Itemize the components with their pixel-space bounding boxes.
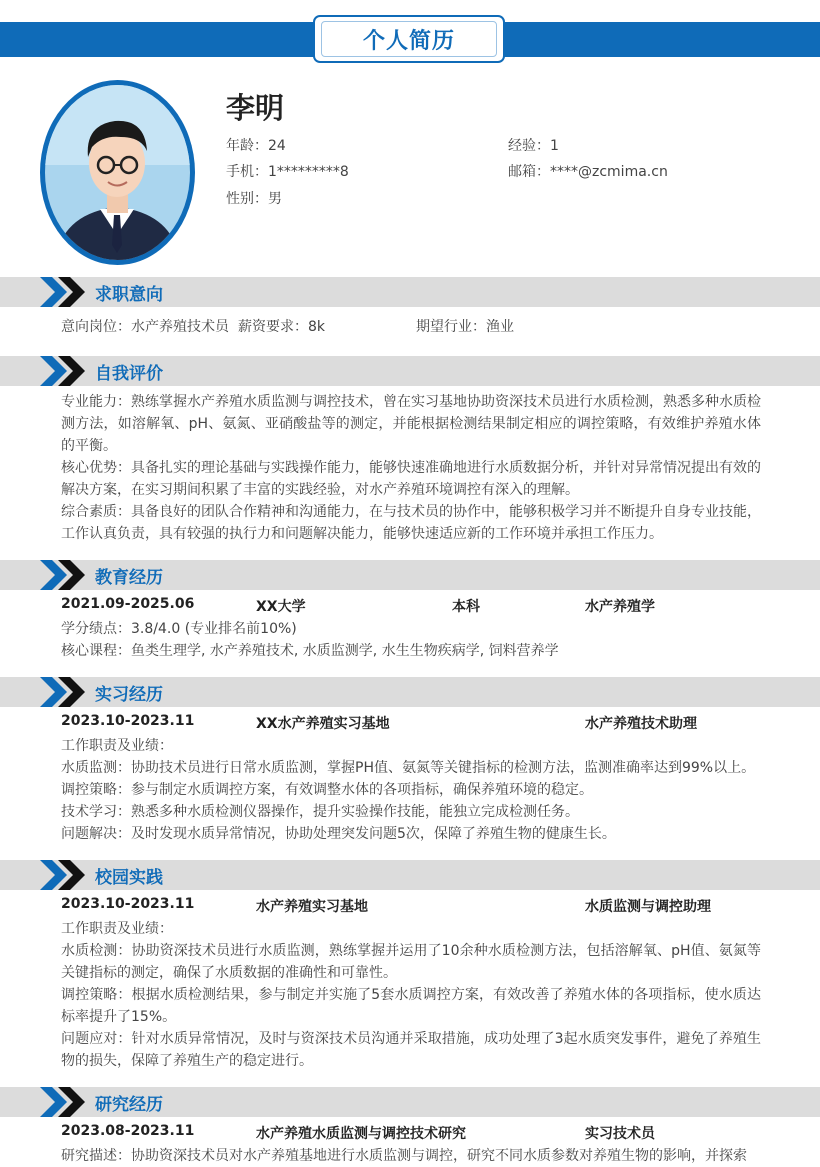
education-major: 水产养殖学 bbox=[585, 599, 655, 615]
internship-line: 工作职责及业绩： bbox=[61, 738, 173, 754]
education-gpa: 学分绩点：3.8/4.0 (专业排名前10%) bbox=[61, 621, 297, 637]
section-title: 求职意向 bbox=[95, 285, 163, 305]
self-eval-paragraph: 核心优势：具备扎实的理论基础与实践操作能力，能够快速准确地进行水质数据分析，并针对异常情况提出有效的解决方案，在实习期间积累了丰富的实践经验，对水产养殖环境调控有深入的理解。 bbox=[61, 460, 761, 498]
self-eval-paragraph: 综合素质：具备良好的团队合作精神和沟通能力，在与技术员的协作中，能够积极学习并不断提升自身专业技能，工作认真负责，具有较强的执行力和问题解决能力，能够快速适应新的工作环境并承担工作压力。 bbox=[61, 504, 761, 542]
phone-label: 手机： bbox=[226, 164, 268, 180]
age-field bbox=[226, 135, 286, 155]
section-campus bbox=[0, 860, 820, 890]
campus-paragraph: 问题应对：针对水质异常情况，及时与资深技术员沟通并采取措施，成功处理了3起水质突发事件，避免了养殖生物的损失，保障了养殖生产的稳定进行。 bbox=[61, 1031, 761, 1069]
internship-line: 技术学习：熟悉多种水质检测仪器操作，提升实验操作技能，能独立完成检测任务。 bbox=[61, 804, 579, 820]
email-value: ****@zcmima.cn bbox=[550, 164, 668, 180]
experience-field bbox=[508, 135, 559, 155]
section-self-evaluation bbox=[0, 356, 820, 386]
research-project: 水产养殖水质监测与调控技术研究 bbox=[256, 1126, 466, 1142]
campus-line: 工作职责及业绩： bbox=[61, 921, 173, 937]
section-research bbox=[0, 1087, 820, 1117]
double-chevron-icon bbox=[40, 677, 90, 707]
section-header bbox=[0, 356, 820, 386]
double-chevron-icon bbox=[40, 356, 90, 386]
section-header bbox=[0, 860, 820, 890]
campus-date: 2023.10-2023.11 bbox=[61, 896, 195, 912]
internship-line: 调控策略：参与制定水质调控方案，有效调整水体的各项指标，确保养殖环境的稳定。 bbox=[61, 782, 593, 798]
double-chevron-icon bbox=[40, 860, 90, 890]
campus-org: 水产养殖实习基地 bbox=[256, 899, 368, 915]
section-header bbox=[0, 1087, 820, 1117]
campus-paragraph: 水质检测：协助资深技术员进行水质监测，熟练掌握并运用了10余种水质检测方法，包括溶解氧、pH值、氨氮等关键指标的测定，确保了水质数据的准确性和可靠性。 bbox=[61, 943, 761, 981]
section-title: 自我评价 bbox=[95, 364, 163, 384]
page-title: 个人简历 bbox=[321, 21, 497, 57]
section-internship bbox=[0, 677, 820, 707]
section-education bbox=[0, 560, 820, 590]
internship-line: 问题解决：及时发现水质异常情况，协助处理突发问题5次，保障了养殖生物的健康生长。 bbox=[61, 826, 616, 842]
phone-value: 1*********8 bbox=[268, 164, 349, 180]
research-description: 研究描述：协助资深技术员对水产养殖基地进行水质监测与调控，研究不同水质参数对养殖生物的影响，并探索 bbox=[61, 1148, 747, 1164]
education-courses: 核心课程：鱼类生理学, 水产养殖技术, 水质监测学, 水生生物疾病学, 饲料营养学 bbox=[61, 643, 559, 659]
intention-industry: 期望行业：渔业 bbox=[416, 319, 514, 335]
double-chevron-icon bbox=[40, 560, 90, 590]
gender-value: 男 bbox=[268, 191, 282, 207]
age-label: 年龄： bbox=[226, 138, 268, 154]
section-title: 研究经历 bbox=[95, 1095, 163, 1115]
internship-role: 水产养殖技术助理 bbox=[585, 716, 697, 732]
education-date: 2021.09-2025.06 bbox=[61, 596, 195, 612]
candidate-name: 李明 bbox=[226, 91, 285, 125]
education-school: XX大学 bbox=[256, 599, 306, 615]
campus-role: 水质监测与调控助理 bbox=[585, 899, 711, 915]
section-title: 校园实践 bbox=[95, 868, 163, 888]
gender-field bbox=[226, 188, 282, 208]
age-value: 24 bbox=[268, 138, 286, 154]
section-header bbox=[0, 677, 820, 707]
section-intention bbox=[0, 277, 820, 307]
research-role: 实习技术员 bbox=[585, 1126, 655, 1142]
section-title: 教育经历 bbox=[95, 568, 163, 588]
phone-field bbox=[226, 161, 349, 181]
title-box bbox=[313, 15, 505, 63]
internship-line: 水质监测：协助技术员进行日常水质监测，掌握PH值、氨氮等关键指标的检测方法，监测准确率达到99%以上。 bbox=[61, 760, 756, 776]
experience-value: 1 bbox=[550, 138, 559, 154]
research-date: 2023.08-2023.11 bbox=[61, 1123, 195, 1139]
section-header bbox=[0, 560, 820, 590]
email-label: 邮箱： bbox=[508, 164, 550, 180]
intention-position: 意向岗位：水产养殖技术员 bbox=[61, 319, 229, 335]
experience-label: 经验： bbox=[508, 138, 550, 154]
internship-org: XX水产养殖实习基地 bbox=[256, 716, 390, 732]
email-field bbox=[508, 161, 668, 181]
section-title: 实习经历 bbox=[95, 685, 163, 705]
double-chevron-icon bbox=[40, 277, 90, 307]
double-chevron-icon bbox=[40, 1087, 90, 1117]
avatar bbox=[40, 80, 195, 265]
campus-paragraph: 调控策略：根据水质检测结果，参与制定并实施了5套水质调控方案，有效改善了养殖水体的各项指标，使水质达标率提升了15%。 bbox=[61, 987, 761, 1025]
internship-date: 2023.10-2023.11 bbox=[61, 713, 195, 729]
education-degree: 本科 bbox=[452, 599, 480, 615]
self-eval-paragraph: 专业能力：熟练掌握水产养殖水质监测与调控技术，曾在实习基地协助资深技术员进行水质检测，熟悉多种水质检测方法，如溶解氧、pH、氨氮、亚硝酸盐等的测定，并能根据检测结果制定相应的调控策略，有效维护养殖水体的平衡。 bbox=[61, 394, 761, 454]
avatar-portrait bbox=[45, 85, 190, 260]
gender-label: 性别： bbox=[226, 191, 268, 207]
intention-salary: 薪资要求：8k bbox=[238, 319, 326, 335]
section-header bbox=[0, 277, 820, 307]
